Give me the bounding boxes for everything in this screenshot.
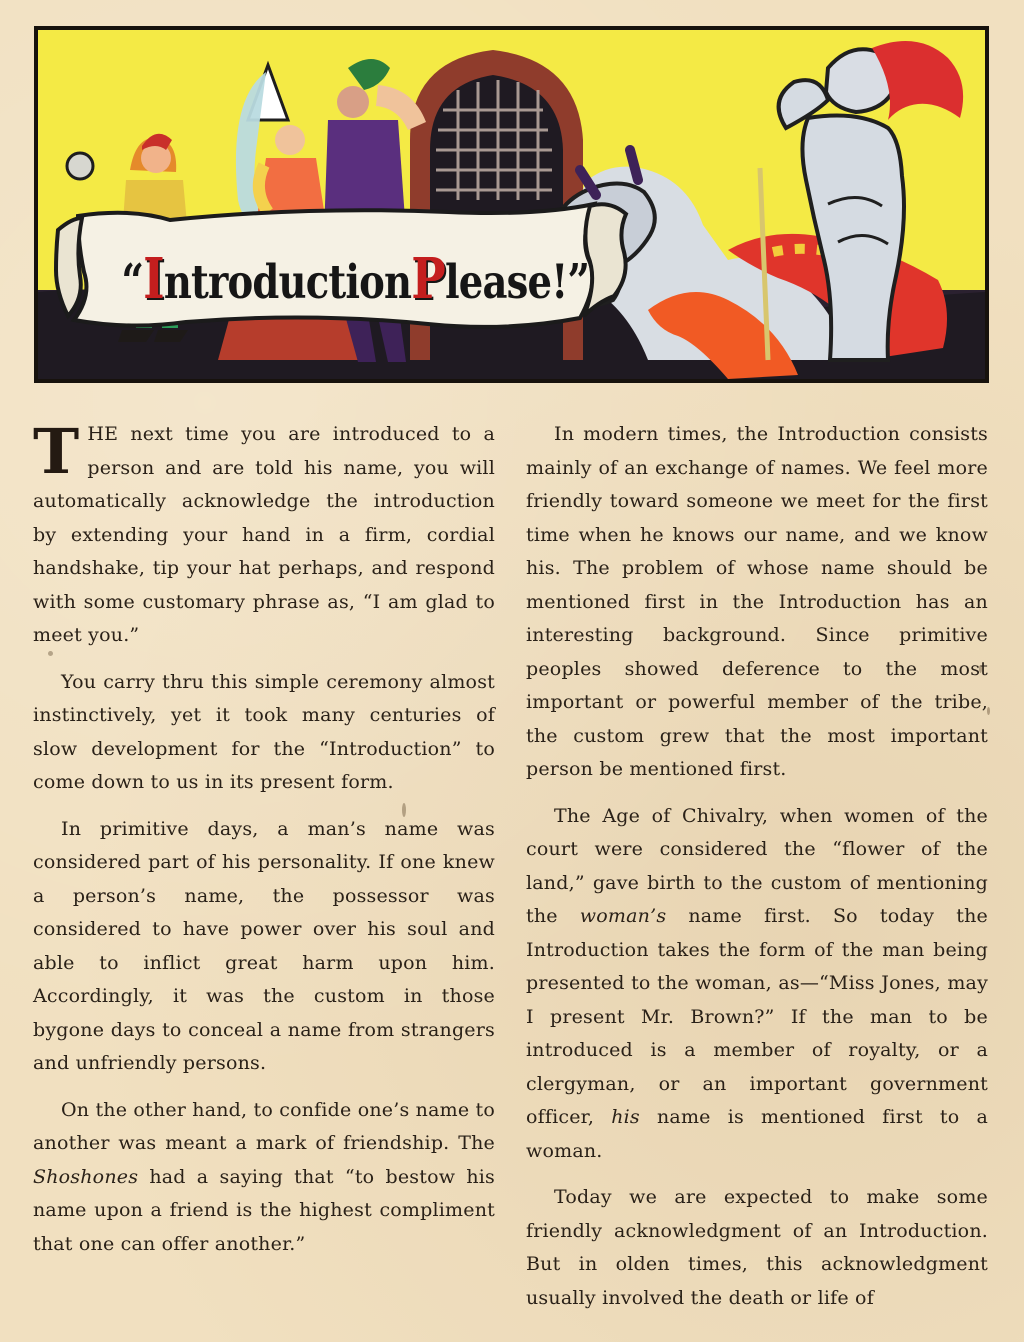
left-paragraph-4 [33,1094,495,1262]
right-paragraph-2-text-middle: name first. So today the Introduction takes the form of the man being presented to the woman, as—“Miss Jones, may I present Mr. Brown?” If the man to be introduced is a member of royalty, or a clergyman, or an important government officer, [526,905,988,1128]
headline-title [121,246,589,312]
right-article-column [526,418,988,1328]
left-paragraph-2-text: You carry thru this simple ceremony almost instinctively, yet it took many centuries of slow development for the “Introduction” to come down to us in its present form. [33,670,495,793]
left-article-column [33,415,496,1274]
left-paragraph-3-text: In primitive days, a man’s name was considered part of his personality. If one knew a person’s name, the possessor was considered to have power over his soul and able to inflict great harm upon him. Accordingly, it was the custom in those bygone days to conceal a name from strangers and unfriendly persons. [33,817,495,1074]
paper-speckle [48,651,53,656]
headline-cap-i: I [142,246,164,312]
headline-word-please: lease! [444,255,568,310]
right-paragraph-1-text: In modern times, the Introduction consists mainly of an exchange of names. We feel more friendly toward someone we meet for the first time when he knows our name, and we know his. The problem of whose name should be mentioned first in the Introduction has an interesting background. Since primitive peoples showed deference to the most important or powerful member of the tribe, the custom grew that the most important person be mentioned first. [526,423,988,780]
headline-word-introduction: ntroduction [163,255,412,310]
right-paragraph-2-text-after: name is mentioned first to a woman. [526,1106,988,1162]
left-paragraph-4-text-before: On the other hand, to confide one’s name to another was meant a mark of friendship. The [33,1098,496,1154]
left-paragraph-4-text-after: had a saying that “to bestow his name upon a friend is the highest compliment that one can offer another.” [33,1165,495,1255]
right-paragraph-2-text-before: The Age of Chivalry, when women of the court were considered the “flower of the land,” gave birth to the custom of mentioning the [526,804,988,927]
headline-area [82,232,628,326]
right-paragraph-1 [526,418,988,787]
left-paragraph-4-emphasis: Shoshones [33,1165,139,1188]
right-paragraph-3 [526,1181,988,1315]
left-paragraph-2 [33,666,495,800]
headline-close-quote: ” [567,254,589,310]
headline-open-quote: “ [121,254,143,310]
right-paragraph-2-emphasis-2: his [611,1106,640,1128]
paper-speckle [979,665,982,673]
paper-speckle [402,803,406,817]
title-banner [34,26,989,383]
medieval-illustration [38,30,985,379]
paper-speckle [987,707,990,715]
drop-cap: T [33,415,80,488]
right-paragraph-2-emphasis: woman’s [579,905,667,927]
right-paragraph-3-text: Today we are expected to make some friendly acknowledgment of an Introduction. But in olden times, this acknowledgment usually involved the death or life of [526,1186,988,1309]
right-paragraph-2 [526,800,988,1169]
left-paragraph-3 [33,813,495,1081]
left-paragraph-1 [33,415,495,653]
left-paragraph-1-text: HE next time you are introduced to a person and are told his name, you will automatically acknowledge the introduction by extending your hand in a firm, cordial handshake, tip your hat perhaps, and respond with some customary phrase as, “I am glad to meet you.” [33,423,495,646]
headline-cap-p: P [411,246,445,312]
